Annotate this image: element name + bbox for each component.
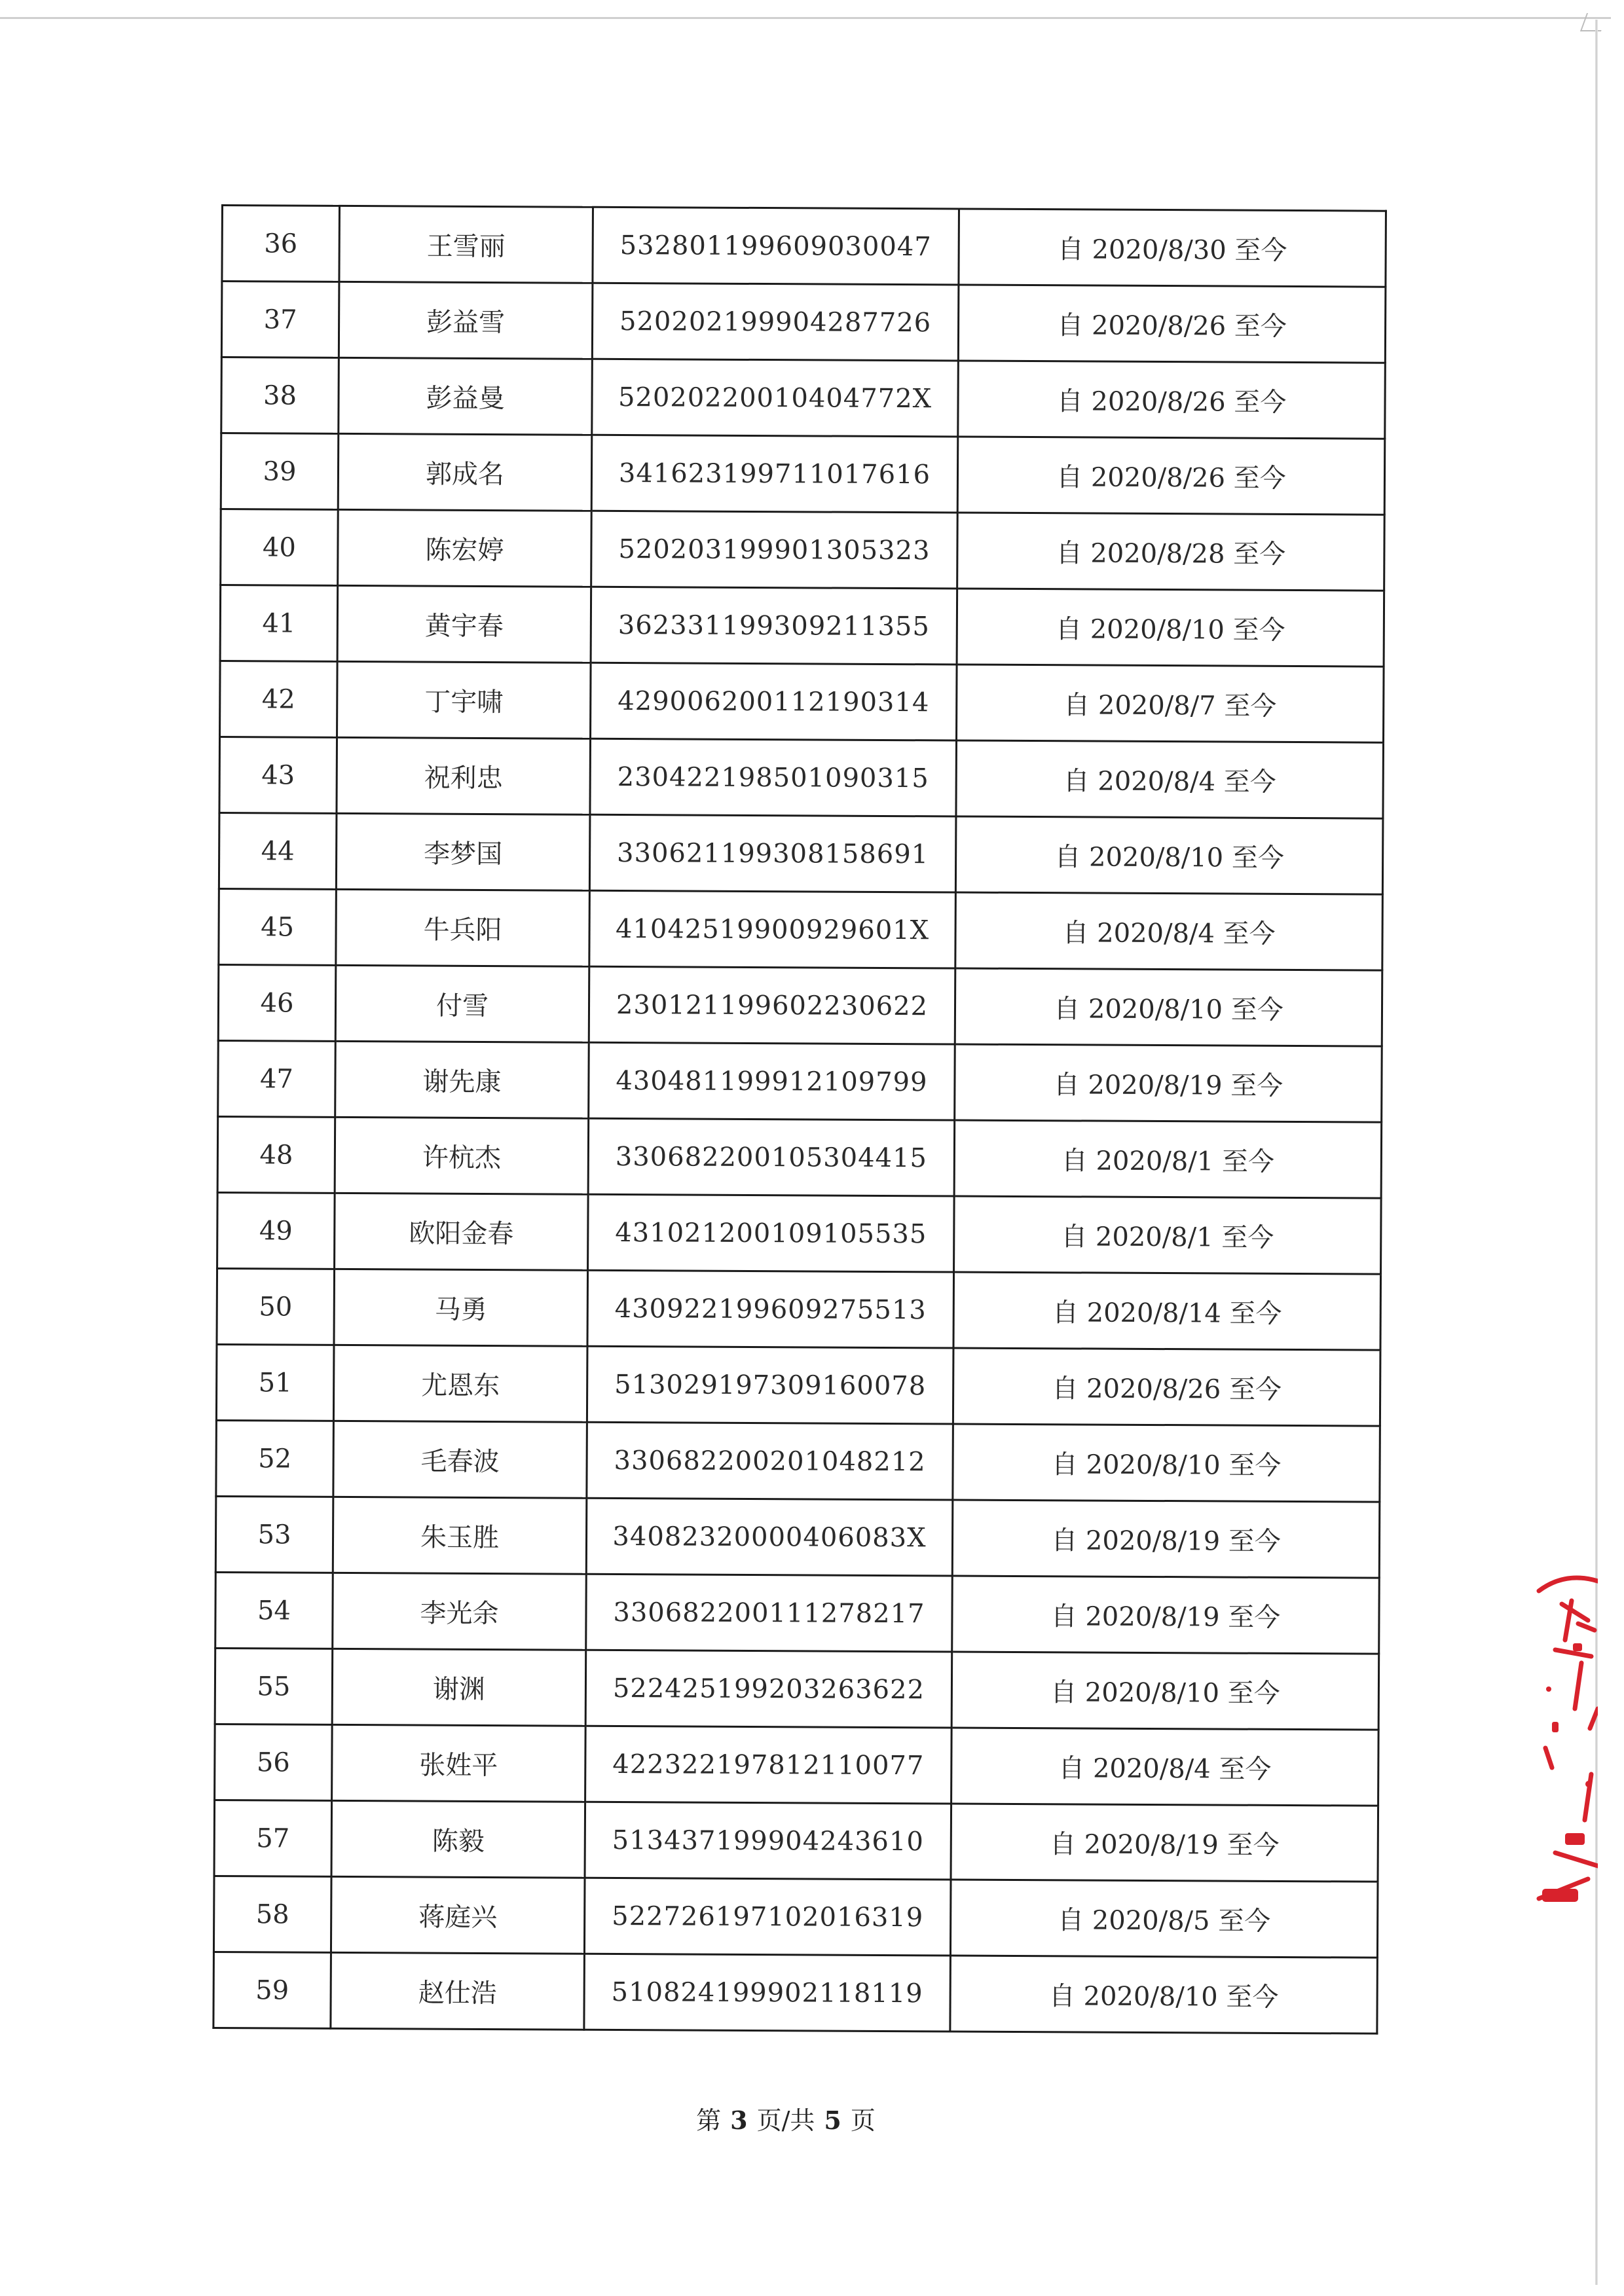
name-cell: 欧阳金春 bbox=[335, 1193, 589, 1270]
roster-table-container bbox=[212, 204, 1377, 2035]
table-row bbox=[217, 1192, 1382, 1274]
name-cell: 张姓平 bbox=[332, 1724, 586, 1802]
period-cell: 自 2020/8/10 至今 bbox=[955, 968, 1382, 1046]
name-cell: 蒋庭兴 bbox=[331, 1876, 585, 1954]
table-row bbox=[221, 433, 1385, 515]
period-cell: 自 2020/8/19 至今 bbox=[952, 1576, 1380, 1654]
red-seal-stamp-fragment bbox=[1526, 1558, 1598, 1925]
period-cell: 自 2020/8/26 至今 bbox=[957, 437, 1385, 515]
table-row bbox=[216, 1344, 1380, 1426]
table-row bbox=[215, 1572, 1380, 1654]
name-cell: 陈毅 bbox=[331, 1800, 585, 1878]
id-number-cell: 513029197309160078 bbox=[587, 1346, 953, 1424]
row-number-cell: 51 bbox=[216, 1344, 334, 1421]
name-cell: 马勇 bbox=[334, 1269, 588, 1346]
table-row bbox=[218, 1040, 1382, 1122]
period-cell: 自 2020/8/10 至今 bbox=[951, 1652, 1379, 1730]
table-row bbox=[219, 737, 1384, 818]
id-number-cell: 34082320000406083X bbox=[586, 1498, 953, 1576]
row-number-cell: 43 bbox=[219, 737, 337, 813]
table-row bbox=[217, 1268, 1381, 1350]
id-number-cell: 41042519900929601X bbox=[589, 890, 956, 968]
table-row bbox=[219, 812, 1383, 894]
period-cell: 自 2020/8/30 至今 bbox=[959, 209, 1386, 287]
name-cell: 牛兵阳 bbox=[336, 889, 590, 966]
id-number-cell: 510824199902118119 bbox=[584, 1954, 951, 2032]
current-page: 3 bbox=[730, 2105, 748, 2135]
row-number-cell: 42 bbox=[220, 661, 338, 737]
period-cell: 自 2020/8/4 至今 bbox=[956, 740, 1384, 818]
period-cell: 自 2020/8/1 至今 bbox=[954, 1196, 1382, 1274]
period-cell: 自 2020/8/4 至今 bbox=[951, 1728, 1379, 1806]
id-number-cell: 520203199901305323 bbox=[591, 511, 958, 589]
table-row bbox=[217, 1116, 1382, 1198]
row-number-cell: 55 bbox=[215, 1648, 333, 1724]
name-cell: 丁宇啸 bbox=[337, 661, 591, 738]
table-row bbox=[215, 1724, 1379, 1806]
name-cell: 祝利忠 bbox=[337, 737, 591, 814]
period-cell: 自 2020/8/26 至今 bbox=[958, 361, 1386, 439]
id-number-cell: 330682200111278217 bbox=[586, 1574, 953, 1652]
roster-table-body bbox=[213, 206, 1386, 2034]
id-number-cell: 522425199203263622 bbox=[585, 1650, 952, 1728]
period-cell: 自 2020/8/28 至今 bbox=[957, 513, 1385, 591]
period-cell: 自 2020/8/10 至今 bbox=[957, 589, 1384, 666]
scan-corner-mark bbox=[1580, 13, 1608, 31]
id-number-cell: 513437199904243610 bbox=[585, 1802, 951, 1880]
row-number-cell: 45 bbox=[219, 888, 337, 965]
row-number-cell: 36 bbox=[222, 206, 340, 282]
id-number-cell: 532801199609030047 bbox=[593, 207, 959, 285]
name-cell: 李光余 bbox=[333, 1573, 587, 1650]
name-cell: 彭益曼 bbox=[339, 357, 593, 435]
table-row bbox=[216, 1420, 1380, 1502]
row-number-cell: 54 bbox=[215, 1572, 333, 1649]
row-number-cell: 56 bbox=[215, 1724, 333, 1800]
scan-top-edge bbox=[0, 17, 1611, 19]
row-number-cell: 41 bbox=[220, 585, 338, 662]
period-cell: 自 2020/8/26 至今 bbox=[953, 1348, 1380, 1426]
table-row bbox=[219, 888, 1383, 970]
row-number-cell: 46 bbox=[218, 964, 336, 1041]
table-row bbox=[222, 206, 1386, 287]
row-number-cell: 52 bbox=[216, 1420, 334, 1497]
id-number-cell: 429006200112190314 bbox=[591, 663, 957, 740]
table-row bbox=[215, 1496, 1380, 1578]
table-row bbox=[220, 661, 1384, 742]
row-number-cell: 49 bbox=[217, 1192, 335, 1269]
period-cell: 自 2020/8/4 至今 bbox=[955, 892, 1383, 970]
period-cell: 自 2020/8/7 至今 bbox=[957, 665, 1384, 742]
id-number-cell: 522726197102016319 bbox=[584, 1878, 951, 1956]
id-number-cell: 422322197812110077 bbox=[585, 1726, 952, 1804]
period-cell: 自 2020/8/10 至今 bbox=[950, 1956, 1378, 2033]
name-cell: 许杭杰 bbox=[335, 1117, 589, 1194]
page-suffix: 页 bbox=[850, 2106, 876, 2135]
period-cell: 自 2020/8/10 至今 bbox=[955, 816, 1383, 894]
table-row bbox=[213, 1876, 1378, 1958]
name-cell: 郭成名 bbox=[338, 433, 592, 511]
row-number-cell: 48 bbox=[217, 1116, 335, 1193]
table-row bbox=[218, 964, 1382, 1046]
period-cell: 自 2020/8/26 至今 bbox=[958, 285, 1386, 363]
roster-table bbox=[212, 204, 1387, 2035]
id-number-cell: 430481199912109799 bbox=[589, 1042, 955, 1120]
period-cell: 自 2020/8/10 至今 bbox=[953, 1424, 1380, 1502]
row-number-cell: 59 bbox=[213, 1952, 331, 2028]
name-cell: 黄宇春 bbox=[337, 585, 591, 663]
name-cell: 李梦国 bbox=[336, 813, 590, 890]
period-cell: 自 2020/8/5 至今 bbox=[950, 1880, 1378, 1958]
row-number-cell: 37 bbox=[221, 282, 339, 358]
total-pages: 5 bbox=[824, 2105, 841, 2135]
row-number-cell: 50 bbox=[217, 1268, 335, 1345]
id-number-cell: 520202199904287726 bbox=[592, 283, 959, 361]
table-row bbox=[221, 509, 1385, 591]
id-number-cell: 330682200105304415 bbox=[588, 1118, 955, 1196]
row-number-cell: 38 bbox=[221, 357, 339, 434]
name-cell: 谢渊 bbox=[332, 1649, 586, 1726]
scan-right-edge bbox=[1595, 20, 1598, 2285]
id-number-cell: 230121199602230622 bbox=[589, 966, 955, 1044]
period-cell: 自 2020/8/14 至今 bbox=[953, 1272, 1381, 1350]
name-cell: 陈宏婷 bbox=[338, 509, 592, 587]
row-number-cell: 39 bbox=[221, 433, 339, 510]
id-number-cell: 330682200201048212 bbox=[587, 1422, 953, 1500]
row-number-cell: 47 bbox=[218, 1040, 336, 1117]
page-prefix: 第 bbox=[696, 2106, 722, 2135]
period-cell: 自 2020/8/19 至今 bbox=[952, 1500, 1380, 1578]
table-row bbox=[214, 1800, 1378, 1882]
name-cell: 毛春波 bbox=[333, 1421, 587, 1498]
name-cell: 朱玉胜 bbox=[333, 1497, 587, 1574]
row-number-cell: 58 bbox=[213, 1876, 331, 1952]
id-number-cell: 362331199309211355 bbox=[591, 587, 957, 665]
name-cell: 王雪丽 bbox=[339, 206, 593, 283]
period-cell: 自 2020/8/1 至今 bbox=[954, 1120, 1382, 1198]
name-cell: 尤恩东 bbox=[333, 1345, 587, 1422]
id-number-cell: 330621199308158691 bbox=[589, 814, 956, 892]
page-middle: 页/共 bbox=[756, 2106, 815, 2135]
period-cell: 自 2020/8/19 至今 bbox=[951, 1804, 1378, 1882]
table-row bbox=[221, 282, 1386, 363]
row-number-cell: 44 bbox=[219, 812, 337, 889]
id-number-cell: 341623199711017616 bbox=[591, 435, 958, 513]
row-number-cell: 40 bbox=[221, 509, 339, 586]
table-row bbox=[220, 585, 1384, 667]
table-row bbox=[213, 1952, 1378, 2033]
id-number-cell: 431021200109105535 bbox=[588, 1194, 955, 1272]
row-number-cell: 57 bbox=[214, 1800, 332, 1876]
name-cell: 赵仕浩 bbox=[331, 1952, 585, 2030]
period-cell: 自 2020/8/19 至今 bbox=[955, 1044, 1382, 1122]
id-number-cell: 52020220010404772X bbox=[592, 359, 959, 437]
id-number-cell: 430922199609275513 bbox=[587, 1270, 954, 1348]
row-number-cell: 53 bbox=[215, 1496, 333, 1573]
table-row bbox=[215, 1648, 1379, 1730]
name-cell: 彭益雪 bbox=[339, 282, 593, 359]
table-row bbox=[221, 357, 1386, 439]
id-number-cell: 230422198501090315 bbox=[590, 738, 957, 816]
name-cell: 付雪 bbox=[335, 965, 589, 1042]
name-cell: 谢先康 bbox=[335, 1041, 589, 1118]
page-number-footer bbox=[0, 2100, 1572, 2136]
